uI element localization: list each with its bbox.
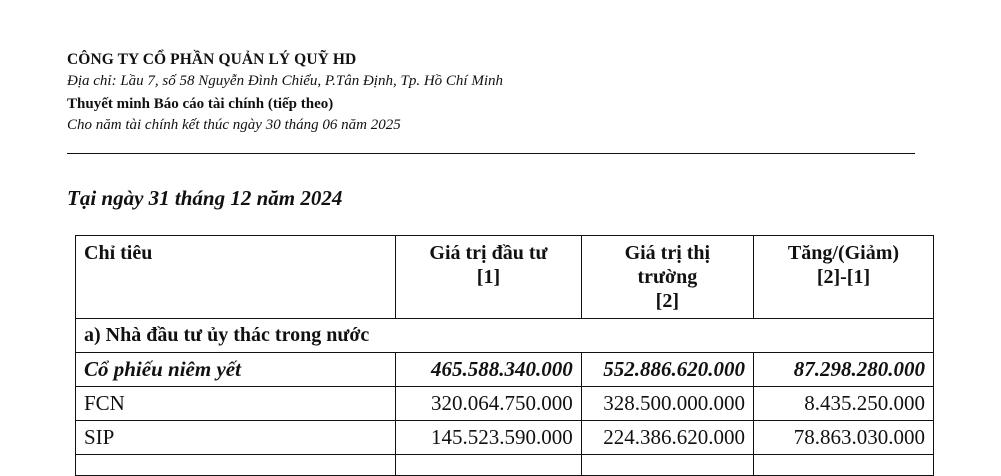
row-label: FCN — [76, 387, 396, 421]
row-change: 8.435.250.000 — [753, 387, 933, 421]
column-header-investment-value: Giá trị đầu tư [1] — [396, 236, 582, 319]
row-change: 78.863.030.000 — [753, 421, 933, 455]
column-header-indicator: Chỉ tiêu — [76, 236, 396, 319]
company-name: CÔNG TY CỔ PHẦN QUẢN LÝ QUỸ HD — [67, 51, 357, 68]
table-row — [76, 387, 934, 421]
report-period: Cho năm tài chính kết thúc ngày 30 tháng 06 năm 2025 — [67, 117, 401, 133]
table-header-row — [76, 236, 934, 319]
group-label: a) Nhà đầu tư ủy thác trong nước — [76, 319, 934, 353]
row-market: 224.386.620.000 — [581, 421, 753, 455]
column-header-change: Tăng/(Giảm) [2]-[1] — [753, 236, 933, 319]
row-investment: 320.064.750.000 — [396, 387, 582, 421]
table-row-cut-off — [76, 455, 934, 476]
subtotal-market: 552.886.620.000 — [581, 353, 753, 387]
report-title: Thuyết minh Báo cáo tài chính (tiếp theo) — [67, 96, 334, 112]
subtotal-row-listed-shares — [76, 353, 934, 387]
subtotal-investment: 465.588.340.000 — [396, 353, 582, 387]
row-label: SIP — [76, 421, 396, 455]
section-date-heading: Tại ngày 31 tháng 12 năm 2024 — [67, 186, 343, 210]
header-divider — [67, 153, 915, 154]
column-header-market-value: Giá trị thị trường [2] — [581, 236, 753, 319]
group-row-domestic-investors — [76, 319, 934, 353]
row-market: 328.500.000.000 — [581, 387, 753, 421]
table-row — [76, 421, 934, 455]
subtotal-change: 87.298.280.000 — [753, 353, 933, 387]
company-address: Địa chỉ: Lầu 7, số 58 Nguyễn Đình Chiểu, P.Tân Định, Tp. Hồ Chí Minh — [67, 73, 503, 89]
row-investment: 145.523.590.000 — [396, 421, 582, 455]
investment-table — [75, 235, 934, 476]
subtotal-label: Cổ phiếu niêm yết — [76, 353, 396, 387]
